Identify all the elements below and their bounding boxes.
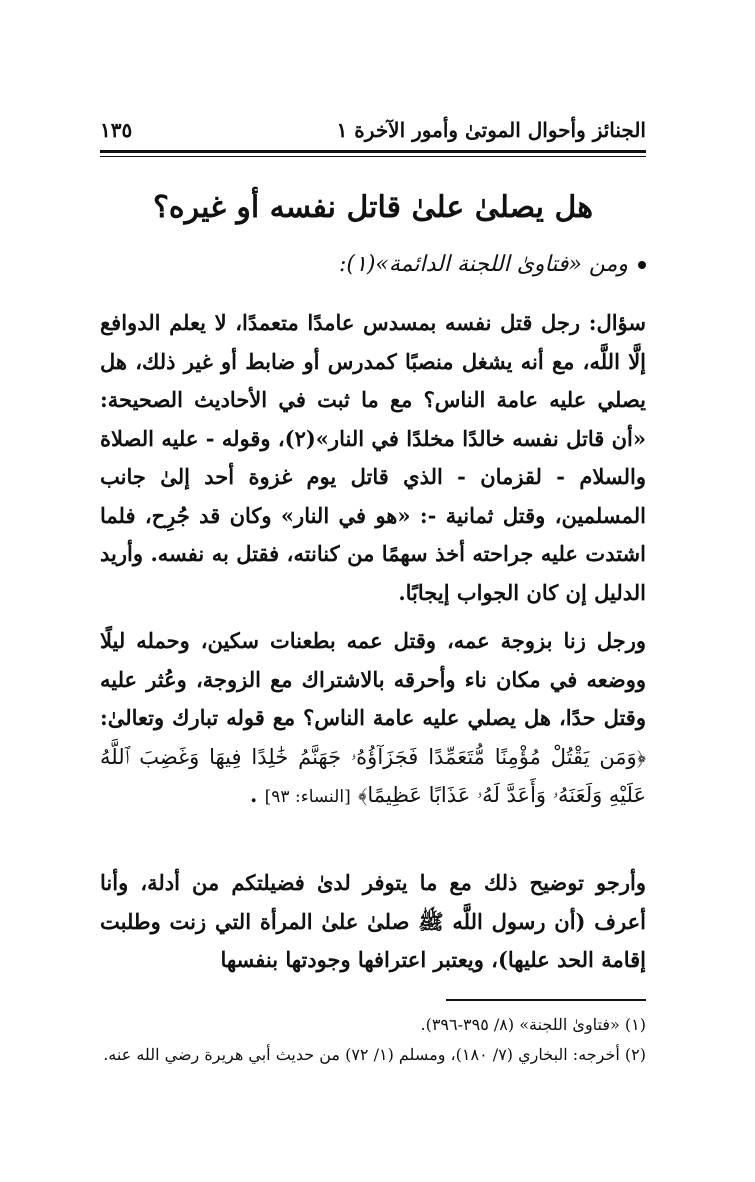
quran-verse: ﴿وَمَن يَقْتُلْ مُؤْمِنًا مُّتَعَمِّدًا فَجَزَآؤُهُۥ جَهَنَّمُ خَٰلِدًا فِيهَا وَغَضِبَ ٱللَّهُ عَلَيْهِ وَلَعَنَهُۥ وَأَعَدَّ لَهُۥ عَذَابًا عَظِيمًا﴾ xyxy=(100,744,646,807)
bullet-icon xyxy=(638,261,646,269)
question-paragraph-3: وأرجو توضيح ذلك مع ما يتوفر لدىٰ فضيلتكم من أدلة، وأنا أعرف (أن رسول اللَّه ﷺ صلىٰ علىٰ المرأة التي زنت وطلبت إقامة الحد عليها)، ويعتبر اعترافها وجودتها بنفسها xyxy=(100,870,646,972)
page-number: ١٣٥ xyxy=(100,118,133,142)
footnote-separator xyxy=(446,999,646,1001)
source-text: ومن «فتاوىٰ اللجنة الدائمة»(١): xyxy=(338,252,628,277)
question-paragraph-1: سؤال: رجل قتل نفسه بمسدس عامدًا متعمدًا، لا يعلم الدوافع إلَّا اللَّه، مع أنه يشغل منصبًا كمدرس أو ضابط أو غير ذلك، هل يصلي عليه عامة الناس؟ مع ما ثبت في الأحاديث الصحيحة: «أن قاتل نفسه خالدًا مخلدًا في النار»(٢)، وقوله - عليه الصلاة والسلام - لقزمان - الذي قاتل يوم غزوة أحد إلىٰ جانب المسلمين، وقتل ثمانية -: «هو في النار» وكان قد جُرِح، فلما اشتدت عليه جراحته أخذ سهمًا من كنانته، فقتل به نفسه. وأريد الدليل إن كان الجواب إيجابًا. xyxy=(100,310,646,605)
paragraph-2-end: . xyxy=(250,782,258,807)
header-rule-thick xyxy=(100,150,646,153)
paragraph-2-text: ورجل زنا بزوجة عمه، وقتل عمه بطعنات سكين، وحمله ليلًا ووضعه في مكان ناء وأحرقه بالاشتراك مع الزوجة، وعُثر عليه وقتل حدًا، هل يصلي عليه عامة الناس؟ مع قوله تبارك وتعالىٰ: xyxy=(100,628,646,730)
header-rule-thin xyxy=(100,156,646,157)
verse-reference: [النساء: ٩٣] xyxy=(264,787,351,807)
footnote-2: (٢) أخرجه: البخاري (٧/ ١٨٠)، ومسلم (١/ ٧٢) من حديث أبي هريرة رضي الله عنه. xyxy=(103,1045,646,1064)
question-paragraph-2 xyxy=(100,622,646,817)
source-line xyxy=(100,252,646,277)
header-title: الجنائز وأحوال الموتىٰ وأمور الآخرة ١ xyxy=(336,118,646,142)
footnotes xyxy=(100,1010,646,1070)
section-title: هل يصلىٰ علىٰ قاتل نفسه أو غيره؟ xyxy=(152,190,594,225)
running-header xyxy=(100,112,646,148)
footnote-1: (١) «فتاوىٰ اللجنة» (٨/ ٣٩٥-٣٩٦). xyxy=(420,1015,646,1034)
